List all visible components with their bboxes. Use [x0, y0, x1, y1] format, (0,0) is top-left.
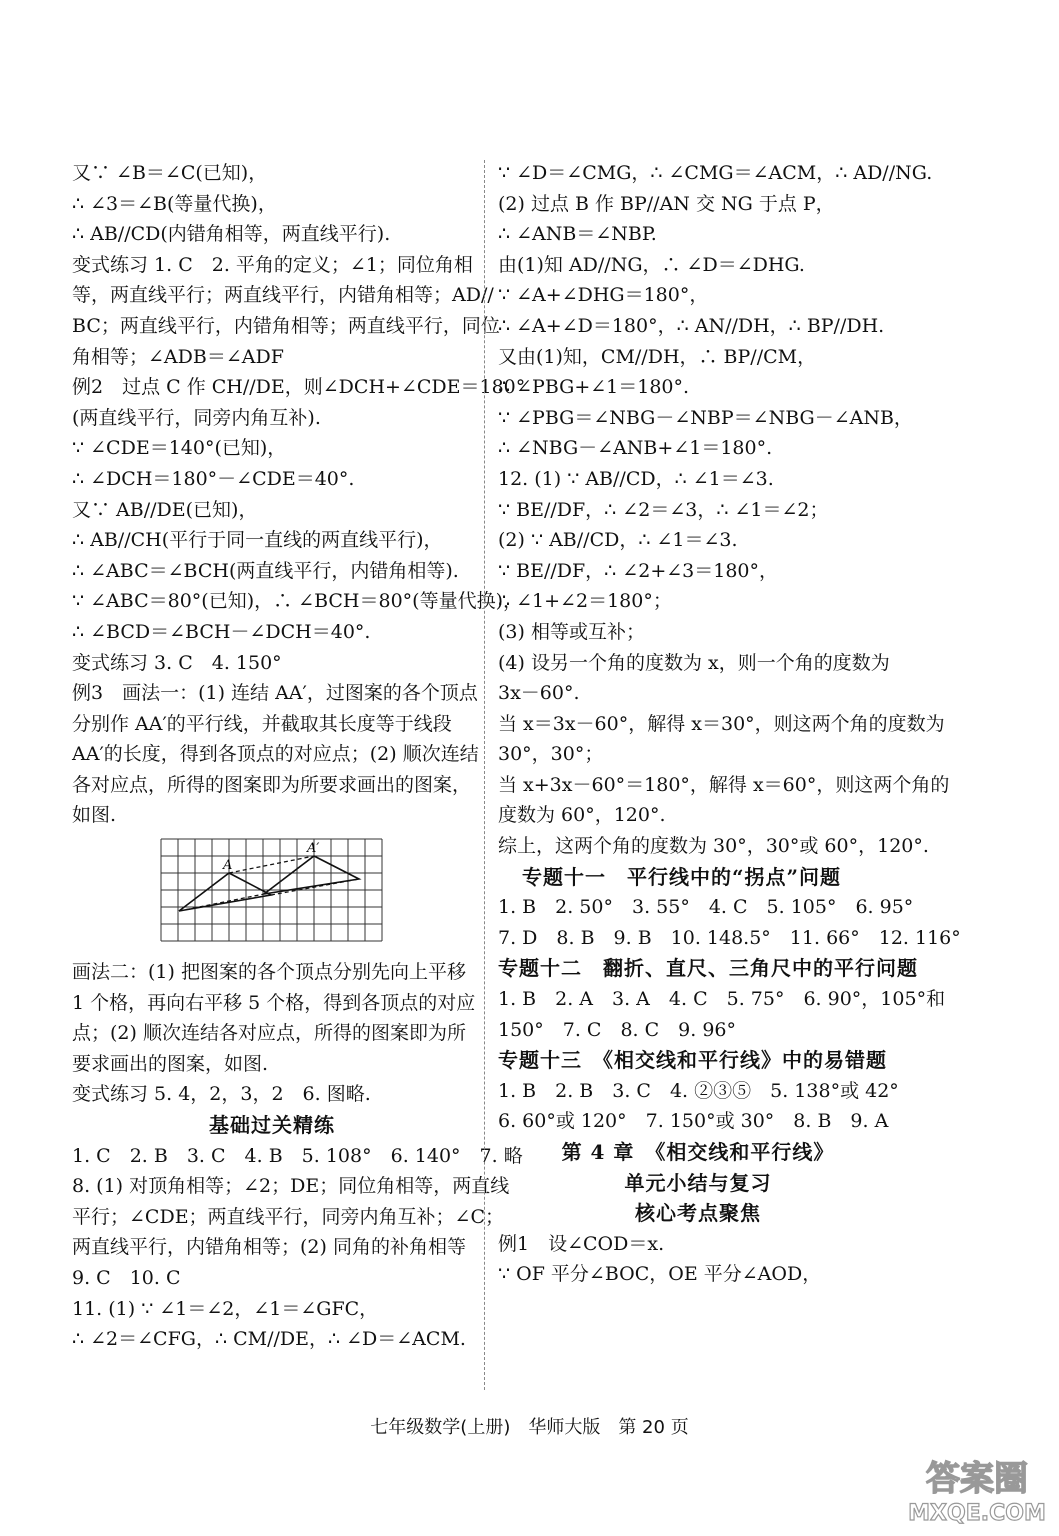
left-column	[72, 158, 526, 1355]
text-line: 变式练习 5. 4，2，3，2 6. 图略.	[72, 1083, 371, 1106]
text-line: 等，两直线平行；两直线平行，内错角相等；AD//	[72, 284, 494, 307]
text-line: ∴ ∠3＝∠B(等量代换)，	[72, 192, 277, 215]
section-heading: 单元小结与复习	[624, 1170, 772, 1195]
text-line: ∴ ∠NBG－∠ANB+∠1＝180°.	[498, 437, 773, 460]
section-heading: 第 4 章 《相交线和平行线》	[561, 1140, 835, 1164]
text-line: 又∵ ∠B＝∠C(已知)，	[72, 162, 268, 184]
text-line: (2) ∵ AB//CD，∴ ∠1＝∠3.	[498, 529, 738, 552]
right-column	[498, 158, 961, 1290]
text-line: ∵ BE//DF，∴ ∠2+∠3＝180°，	[498, 559, 779, 582]
text-line: ∴ ∠ANB＝∠NBP.	[498, 223, 657, 246]
text-line: 11. (1) ∵ ∠1＝∠2，∠1＝∠GFC，	[72, 1297, 379, 1320]
text-line: 1. B 2. B 3. C 4. ②③⑤ 5. 138°或 42°	[498, 1079, 899, 1102]
text-line: 3x－60°.	[498, 682, 580, 705]
text-line: ∵ ∠ABC＝80°(已知)，∴ ∠BCH＝80°(等量代换)，	[72, 590, 523, 613]
text-line: 当 x＝3x－60°，解得 x＝30°，则这两个角的度数为	[498, 712, 945, 735]
column-divider	[484, 160, 485, 1390]
text-line: 要求画出的图案，如图.	[72, 1052, 269, 1075]
text-line: BC；两直线平行，内错角相等；两直线平行，同位	[72, 314, 500, 337]
text-line: (两直线平行，同旁内角互补).	[72, 406, 321, 429]
watermark-line2: MXQE.COM	[908, 1501, 1046, 1526]
text-line: ∴ ∠ABC＝∠BCH(两直线平行，内错角相等).	[72, 559, 459, 582]
section-heading: 专题十一 平行线中的“拐点”问题	[522, 864, 842, 889]
text-line: ∵ OF 平分∠BOC，OE 平分∠AOD，	[498, 1263, 822, 1286]
text-line: 例3 画法一：(1) 连结 AA′，过图案的各个顶点	[72, 682, 478, 705]
text-line: AA′的长度，得到各顶点的对应点；(2) 顺次连结	[72, 743, 479, 766]
text-line: 综上，这两个角的度数为 30°，30°或 60°，120°.	[498, 835, 929, 858]
grid-figure	[159, 835, 385, 947]
section-heading: 专题十三 《相交线和平行线》中的易错题	[498, 1048, 887, 1073]
text-line: ∵ ∠PBG＝∠NBG－∠NBP＝∠NBG－∠ANB，	[498, 406, 913, 429]
text-line: ∴ ∠2＝∠CFG，∴ CM//DE，∴ ∠D＝∠ACM.	[72, 1328, 466, 1351]
original-shape	[179, 873, 271, 911]
text-line: 平行；∠CDE；两直线平行，同旁内角互补；∠C；	[72, 1205, 505, 1228]
label-a: A	[223, 858, 233, 874]
text-line: 1 个格，再向右平移 5 个格，得到各顶点的对应	[72, 991, 476, 1014]
text-line: ∴ ∠PBG+∠1＝180°.	[498, 376, 690, 399]
text-line: 6. 60°或 120° 7. 150°或 30° 8. B 9. A	[498, 1110, 889, 1133]
text-line: 各对应点，所得的图案即为所要求画出的图案，	[72, 773, 472, 796]
text-line: 例2 过点 C 作 CH//DE，则∠DCH+∠CDE＝180°	[72, 376, 526, 399]
text-line: ∴ ∠BCD＝∠BCH－∠DCH＝40°.	[72, 620, 371, 643]
translation-figure	[72, 835, 472, 953]
text-line: 当 x+3x－60°＝180°，解得 x＝60°，则这两个角的	[498, 773, 950, 796]
text-line: 如图.	[72, 804, 117, 827]
text-line: 150° 7. C 8. C 9. 96°	[498, 1018, 737, 1041]
text-line: ∴ AB//CD(内错角相等，两直线平行).	[72, 223, 391, 246]
text-line: ∴ ∠A+∠D＝180°，∴ AN//DH，∴ BP//DH.	[498, 314, 885, 337]
text-line: 又∵ AB//DE(已知)，	[72, 498, 258, 521]
text-line: (3) 相等或互补；	[498, 620, 645, 643]
text-line: (2) 过点 B 作 BP//AN 交 NG 于点 P，	[498, 192, 835, 215]
text-line: 1. B 2. 50° 3. 55° 4. C 5. 105° 6. 95°	[498, 896, 914, 919]
section-heading: 专题十二 翻折、直尺、三角尺中的平行问题	[498, 956, 918, 981]
text-line: ∵ ∠CDE＝140°(已知)，	[72, 437, 287, 460]
text-line: 30°，30°；	[498, 743, 604, 766]
text-line: ∴ AB//CH(平行于同一直线的两直线平行)，	[72, 529, 443, 552]
section-heading: 核心考点聚焦	[635, 1201, 761, 1226]
text-line: ∵ BE//DF，∴ ∠2＝∠3，∴ ∠1＝∠2；	[498, 498, 829, 521]
text-line: 1. C 2. B 3. C 4. B 5. 108° 6. 140° 7. 略	[72, 1144, 523, 1167]
text-line: 分别作 AA′的平行线，并截取其长度等于线段	[72, 712, 452, 735]
watermark-logo	[907, 1450, 1047, 1528]
text-line: 由(1)知 AD//NG，∴ ∠D＝∠DHG.	[498, 253, 805, 276]
text-line: 画法二：(1) 把图案的各个顶点分别先向上平移	[72, 961, 466, 984]
text-line: 点；(2) 顺次连结各对应点，所得的图案即为所	[72, 1022, 466, 1045]
text-line: 9. C 10. C	[72, 1267, 181, 1289]
text-line: ∵ ∠D＝∠CMG，∴ ∠CMG＝∠ACM，∴ AD//NG.	[498, 162, 933, 184]
text-line: 变式练习 3. C 4. 150°	[72, 651, 282, 674]
text-line: 两直线平行，内错角相等；(2) 同角的补角相等	[72, 1236, 466, 1259]
text-line: 又由(1)知，CM//DH，∴ BP//CM，	[498, 345, 817, 368]
text-line: 变式练习 1. C 2. 平角的定义；∠1；同位角相	[72, 253, 473, 276]
label-a-prime: A′	[307, 841, 320, 857]
translated-shape	[264, 856, 359, 894]
section-heading: 基础过关精练	[209, 1113, 335, 1138]
text-line: ∴ ∠1+∠2＝180°；	[498, 590, 672, 613]
text-line: 7. D 8. B 9. B 10. 148.5° 11. 66° 12. 116°	[498, 926, 961, 949]
text-line: 例1 设∠COD＝x.	[498, 1232, 665, 1255]
text-line: 12. (1) ∵ AB//CD，∴ ∠1＝∠3.	[498, 467, 774, 490]
text-line: 8. (1) 对顶角相等；∠2；DE；同位角相等，两直线	[72, 1175, 510, 1198]
text-line: (4) 设另一个角的度数为 x，则一个角的度数为	[498, 651, 890, 674]
text-line: ∴ ∠DCH＝180°－∠CDE＝40°.	[72, 467, 355, 490]
text-line: 角相等；∠ADB＝∠ADF	[72, 345, 284, 368]
text-line: ∵ ∠A+∠DHG＝180°，	[498, 284, 709, 307]
text-line: 度数为 60°，120°.	[498, 804, 666, 827]
page-footer: 七年级数学(上册) 华师大版 第 20 页	[370, 1417, 689, 1438]
watermark-line1: 答案圈	[926, 1459, 1028, 1499]
text-line: 1. B 2. A 3. A 4. C 5. 75° 6. 90°，105°和	[498, 988, 946, 1011]
dashed-line	[229, 856, 314, 873]
